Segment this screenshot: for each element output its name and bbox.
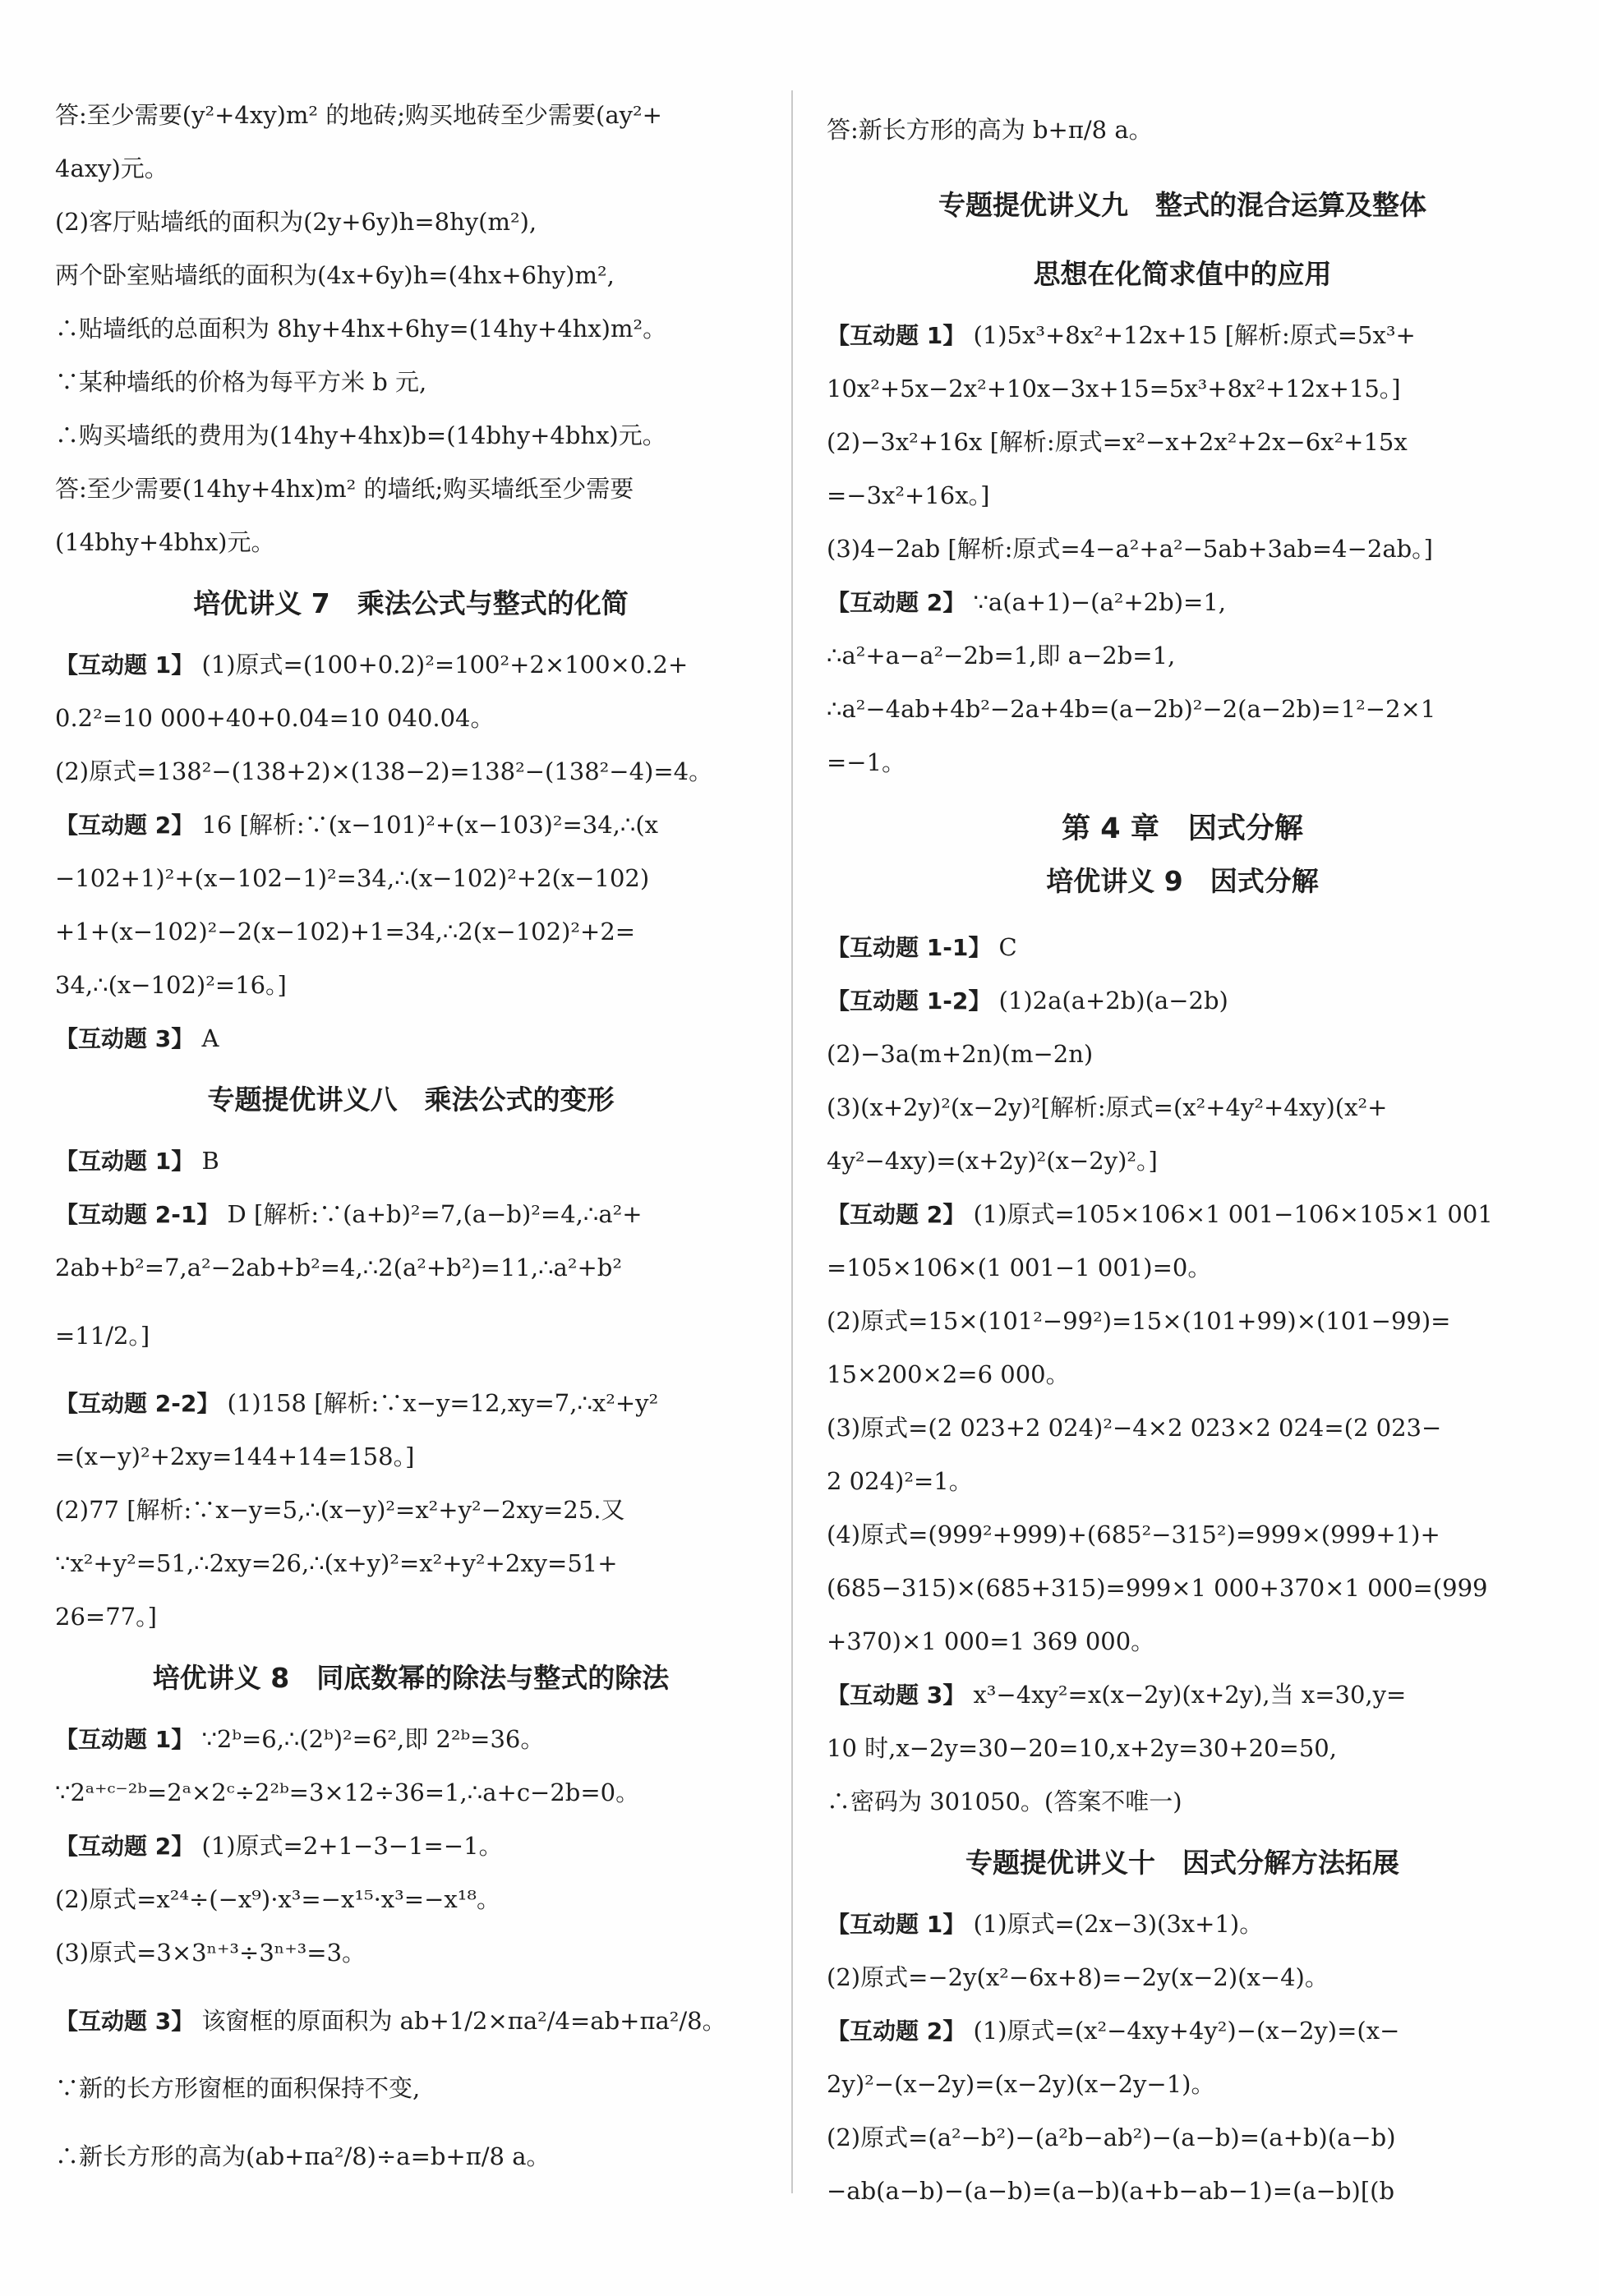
line-text: +370)×1 000=1 369 000。: [827, 1627, 1155, 1655]
line-text: (2)−3x²+16x [解析:原式=x²−x+2x²+2x−6x²+15x: [827, 428, 1408, 456]
text-line: [55, 89, 767, 142]
text-line: [827, 1951, 1538, 2004]
right-column: [827, 89, 1538, 2218]
line-text: =−3x²+16x。]: [827, 481, 990, 509]
problem-tag: 【互动题 1】: [55, 651, 195, 679]
line-text: (3)4−2ab [解析:原式=4−a²+a²−5ab+3ab=4−2ab。]: [827, 535, 1433, 563]
text-line: [827, 1562, 1538, 1615]
text-line: [55, 1012, 767, 1065]
section-heading: 培优讲义 8 同底数幂的除法与整式的除法: [152, 1662, 670, 1694]
line-text: D [解析:∵(a+b)²=7,(a−b)²=4,∴a²+: [219, 1200, 643, 1228]
line-text: −102+1)²+(x−102−1)²=34,∴(x−102)²+2(x−102): [55, 864, 650, 892]
line-text: ∵新的长方形窗框的面积保持不变,: [55, 2074, 421, 2102]
line-text: 两个卧室贴墙纸的面积为(4x+6y)h=(4hx+6hy)m²,: [55, 261, 615, 289]
problem-tag: 【互动题 2】: [55, 812, 195, 839]
text-line: [55, 852, 767, 905]
left-column: [55, 89, 767, 2197]
line-text: 15×200×2=6 000。: [827, 1360, 1070, 1388]
line-text: (1)原式=(x²−4xy+4y²)−(x−2y)=(x−: [965, 2017, 1400, 2045]
line-text: (1)5x³+8x²+12x+15 [解析:原式=5x³+: [965, 321, 1416, 349]
spacer: [827, 908, 1538, 921]
line-text: (1)158 [解析:∵x−y=12,xy=7,∴x²+y²: [219, 1389, 659, 1417]
problem-tag: 【互动题 2】: [55, 1833, 195, 1860]
line-text: ∵2ᵇ=6,∴(2ᵇ)²=6²,即 2²ᵇ=36。: [194, 1725, 545, 1753]
column-divider: [791, 90, 793, 2193]
line-text: 0.2²=10 000+40+0.04=10 040.04。: [55, 704, 495, 732]
text-line: [827, 1081, 1538, 1134]
line-text: 2 024)²=1。: [827, 1467, 973, 1495]
text-line: [827, 1134, 1538, 1188]
problem-tag: 【互动题 3】: [55, 1025, 195, 1052]
line-text: (2)原式=x²⁴÷(−x⁹)·x³=−x¹⁵·x³=−x¹⁸。: [55, 1885, 500, 1913]
section-heading: 思想在化简求值中的应用: [1033, 258, 1332, 290]
line-text: 26=77。]: [55, 1603, 157, 1631]
line-text: (1)2a(a+2b)(a−2b): [991, 987, 1228, 1015]
text-line: [55, 196, 767, 249]
text-line: [55, 142, 767, 196]
text-line: [55, 745, 767, 798]
text-line: [827, 89, 1538, 171]
section-heading: 培优讲义 9 因式分解: [1046, 865, 1319, 897]
problem-tag: 【互动题 2】: [827, 2018, 966, 2045]
text-line: [827, 309, 1538, 362]
text-line: [827, 2004, 1538, 2058]
line-text: (3)原式=(2 023+2 024)²−4×2 023×2 024=(2 023−: [827, 1414, 1442, 1442]
text-line: [55, 462, 767, 516]
line-text: A: [194, 1024, 219, 1052]
text-line: [55, 798, 767, 852]
text-line: [55, 1713, 767, 1766]
section-heading: 专题提优讲义九 整式的混合运算及整体: [938, 189, 1426, 221]
line-text: C: [991, 933, 1017, 961]
line-text: B: [194, 1147, 219, 1175]
text-line: [55, 1430, 767, 1484]
line-text: (2)−3a(m+2n)(m−2n): [827, 1040, 1094, 1068]
line-text: +1+(x−102)²−2(x−102)+1=34,∴2(x−102)²+2=: [55, 918, 636, 946]
line-text: 10 时,x−2y=30−20=10,x+2y=30+20=50,: [827, 1734, 1337, 1762]
text-line: [827, 1241, 1538, 1295]
text-line: [827, 1455, 1538, 1508]
line-text: (2)原式=(a²−b²)−(a²b−ab²)−(a−b)=(a+b)(a−b): [827, 2123, 1396, 2151]
section-heading: 专题提优讲义八 乘法公式的变形: [207, 1084, 615, 1116]
problem-tag: 【互动题 1】: [827, 1911, 966, 1938]
line-text: 10x²+5x−2x²+10x−3x+15=5x³+8x²+12x+15。]: [827, 375, 1401, 403]
text-line: [55, 356, 767, 409]
line-text: 该窗框的原面积为 ab+1/2×πa²/4=ab+πa²/8。: [194, 2007, 726, 2035]
text-line: [55, 1295, 767, 1377]
line-text: (14bhy+4bhx)元。: [55, 528, 275, 556]
line-text: ∴贴墙纸的总面积为 8hy+4hx+6hy=(14hy+4hx)m²。: [55, 315, 667, 343]
text-line: [827, 576, 1538, 629]
text-line: [827, 1508, 1538, 1562]
problem-tag: 【互动题 1】: [55, 1148, 195, 1175]
spacer: [827, 789, 1538, 803]
text-line: [55, 249, 767, 302]
line-text: =(x−y)²+2xy=144+14=158。]: [55, 1442, 415, 1470]
line-text: 2ab+b²=7,a²−2ab+b²=4,∴2(a²+b²)=11,∴a²+b²: [55, 1254, 622, 1281]
line-text: ∵2ᵃ⁺ᶜ⁻²ᵇ=2ᵃ×2ᶜ÷2²ᵇ=3×12÷36=1,∴a+c−2b=0。: [55, 1778, 640, 1806]
text-line: [827, 1722, 1538, 1775]
line-text: (2)原式=15×(101²−99²)=15×(101+99)×(101−99)=: [827, 1307, 1451, 1335]
line-text: (3)原式=3×3ⁿ⁺³÷3ⁿ⁺³=3。: [55, 1939, 366, 1967]
problem-tag: 【互动题 1-1】: [827, 934, 992, 961]
line-text: (1)原式=(2x−3)(3x+1)。: [965, 1910, 1264, 1938]
line-text: ∵某种墙纸的价格为每平方米 b 元,: [55, 368, 427, 396]
text-line: [827, 1615, 1538, 1668]
text-line: [55, 1980, 767, 2062]
text-line: [827, 416, 1538, 469]
text-line: [55, 959, 767, 1012]
line-text: ∴a²+a−a²−2b=1,即 a−2b=1,: [827, 642, 1176, 669]
line-text: 4y²−4xy)=(x+2y)²(x−2y)²。]: [827, 1147, 1158, 1175]
text-line: [55, 1484, 767, 1537]
chapter-heading: 第 4 章 因式分解: [1062, 812, 1303, 845]
line-text: =105×106×(1 001−1 001)=0。: [827, 1254, 1212, 1281]
text-line: [827, 683, 1538, 736]
line-text: (2)77 [解析:∵x−y=5,∴(x−y)²=x²+y²−2xy=25.又: [55, 1496, 625, 1524]
line-text: −ab(a−b)−(a−b)=(a−b)(a+b−ab−1)=(a−b)[(b: [827, 2177, 1395, 2205]
text-line: [827, 1401, 1538, 1455]
text-line: [55, 638, 767, 692]
text-line: [55, 1134, 767, 1188]
text-line: [827, 1295, 1538, 1348]
line-text: 2y)²−(x−2y)=(x−2y)(x−2y−1)。: [827, 2070, 1215, 2098]
text-line: [827, 362, 1538, 416]
text-line: [55, 692, 767, 745]
line-text: ∴新长方形的高为(ab+πa²/8)÷a=b+π/8 a。: [55, 2142, 551, 2170]
text-line: [827, 1028, 1538, 1081]
text-line: [827, 2165, 1538, 2218]
line-text: (1)原式=105×106×1 001−106×105×1 001: [965, 1200, 1493, 1228]
text-line: [827, 1898, 1538, 1951]
text-line: [55, 302, 767, 356]
text-line: [55, 2062, 767, 2115]
problem-tag: 【互动题 2】: [827, 1201, 966, 1228]
text-line: [827, 1188, 1538, 1241]
text-line: [55, 409, 767, 462]
text-line: [827, 469, 1538, 522]
line-text: 34,∴(x−102)²=16。]: [55, 971, 287, 999]
line-text: 4axy)元。: [55, 154, 168, 182]
text-line: [55, 1537, 767, 1590]
text-line: [827, 1348, 1538, 1401]
problem-tag: 【互动题 2-2】: [55, 1390, 220, 1417]
text-line: [55, 905, 767, 959]
line-text: 16 [解析:∵(x−101)²+(x−103)²=34,∴(x: [194, 811, 659, 839]
line-text: 答:新长方形的高为 b+π/8 a。: [827, 116, 1153, 144]
text-line: [55, 1590, 767, 1644]
text-line: [827, 629, 1538, 683]
text-line: [55, 2115, 767, 2197]
section-heading: 专题提优讲义十 因式分解方法拓展: [965, 1847, 1399, 1879]
text-line: [55, 1873, 767, 1926]
problem-tag: 【互动题 2-1】: [55, 1201, 220, 1228]
problem-tag: 【互动题 1】: [55, 1726, 195, 1753]
line-text: 答:至少需要(14hy+4hx)m² 的墙纸;购买墙纸至少需要: [55, 475, 634, 503]
line-text: (2)原式=−2y(x²−6x+8)=−2y(x−2)(x−4)。: [827, 1963, 1329, 1991]
text-line: [827, 522, 1538, 576]
text-line: [55, 1241, 767, 1295]
line-text: =11/2。]: [55, 1322, 150, 1350]
text-line: [827, 974, 1538, 1028]
text-line: [55, 1188, 767, 1241]
problem-tag: 【互动题 2】: [827, 589, 966, 616]
text-line: [55, 516, 767, 569]
text-line: [55, 1377, 767, 1430]
line-text: ∴购买墙纸的费用为(14hy+4hx)b=(14bhy+4bhx)元。: [55, 421, 666, 449]
text-line: [827, 2058, 1538, 2111]
line-text: ∵a(a+1)−(a²+2b)=1,: [965, 588, 1226, 616]
text-line: [827, 2111, 1538, 2165]
text-line: [827, 921, 1538, 974]
line-text: =−1。: [827, 748, 906, 776]
problem-tag: 【互动题 1-2】: [827, 987, 992, 1015]
line-text: ∴a²−4ab+4b²−2a+4b=(a−2b)²−2(a−2b)=1²−2×1: [827, 695, 1436, 723]
problem-tag: 【互动题 1】: [827, 322, 966, 349]
text-line: [55, 1820, 767, 1873]
line-text: (4)原式=(999²+999)+(685²−315²)=999×(999+1)+: [827, 1521, 1440, 1548]
line-text: 答:至少需要(y²+4xy)m² 的地砖;购买地砖至少需要(ay²+: [55, 101, 662, 129]
text-line: [55, 1926, 767, 1980]
line-text: x³−4xy²=x(x−2y)(x+2y),当 x=30,y=: [965, 1681, 1407, 1709]
line-text: (2)原式=138²−(138+2)×(138−2)=138²−(138²−4)=4。: [55, 757, 713, 785]
text-line: [827, 1668, 1538, 1722]
text-line: [55, 1766, 767, 1820]
section-heading: 培优讲义 7 乘法公式与整式的化简: [193, 587, 629, 619]
problem-tag: 【互动题 3】: [827, 1682, 966, 1709]
line-text: (1)原式=(100+0.2)²=100²+2×100×0.2+: [194, 651, 689, 679]
line-text: (3)(x+2y)²(x−2y)²[解析:原式=(x²+4y²+4xy)(x²+: [827, 1093, 1388, 1121]
problem-tag: 【互动题 3】: [55, 2008, 195, 2035]
line-text: ∴密码为 301050。(答案不唯一): [827, 1788, 1182, 1815]
line-text: (685−315)×(685+315)=999×1 000+370×1 000=(999: [827, 1574, 1488, 1602]
line-text: (2)客厅贴墙纸的面积为(2y+6y)h=8hy(m²),: [55, 208, 537, 236]
text-line: [827, 1775, 1538, 1829]
line-text: ∵x²+y²=51,∴2xy=26,∴(x+y)²=x²+y²+2xy=51+: [55, 1549, 618, 1577]
line-text: (1)原式=2+1−3−1=−1。: [194, 1832, 503, 1860]
text-line: [827, 736, 1538, 789]
